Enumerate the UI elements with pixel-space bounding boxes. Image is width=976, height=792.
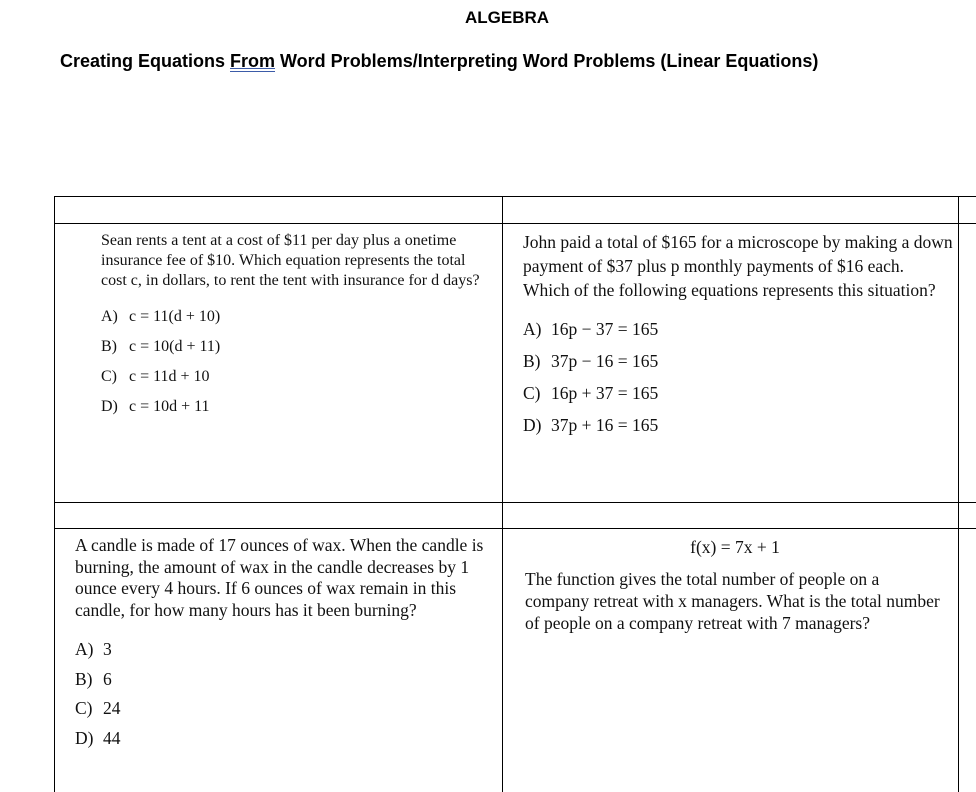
choice-text: 24 — [103, 698, 121, 718]
table-column-divider — [502, 196, 503, 792]
table-border-right — [958, 196, 959, 792]
choice-text: c = 11(d + 10) — [129, 308, 221, 325]
choice-text: 16p + 37 = 165 — [551, 383, 659, 403]
question-stem: John paid a total of $165 for a microscope by making a down payment of $37 plus p monthly payments of $16 each. Which of the following equations represents this situation? — [523, 232, 953, 300]
choice-letter: A) — [101, 308, 118, 325]
question-stem: The function gives the total number of people on a company retreat with x managers. What is the total number of people on a company retreat with 7 managers? — [525, 569, 940, 633]
choice-text: c = 11d + 10 — [129, 368, 210, 385]
answer-choices — [101, 307, 486, 427]
choice-text: 44 — [103, 727, 121, 748]
table-row-divider — [54, 502, 976, 503]
choice-letter: C) — [75, 698, 93, 718]
table-border-top — [54, 196, 976, 197]
choice-letter: D) — [523, 415, 542, 435]
question-cell-4 — [525, 536, 945, 634]
answer-choices — [75, 639, 495, 757]
question-stem: A candle is made of 17 ounces of wax. When the candle is burning, the amount of wax in the candle decreases by 1 ounce every 4 hours. If 6 ounces of wax remain in this candle, for how many hours has it been burning? — [75, 535, 484, 620]
subtitle-underlined-word: From — [230, 51, 276, 71]
subtitle-text-end: Word Problems/Interpreting Word Problems (Linear Equations) — [275, 51, 819, 71]
table-row-divider — [54, 223, 976, 224]
question-cell-3 — [75, 535, 495, 757]
answer-choice — [523, 381, 953, 413]
function-formula: f(x) = 7x + 1 — [690, 537, 780, 557]
table-border-left — [54, 196, 55, 792]
answer-choice — [75, 698, 495, 728]
choice-text: 6 — [103, 668, 112, 689]
answer-choice — [101, 337, 486, 367]
page-title: ALGEBRA — [464, 8, 550, 27]
question-stem: Sean rents a tent at a cost of $11 per day plus a onetime insurance fee of $10. Which equation represents the total cost c, in dollars, to rent the tent with insurance for d days? — [101, 232, 480, 289]
choice-letter: C) — [101, 368, 117, 385]
choice-text: 16p − 37 = 165 — [551, 319, 659, 339]
answer-choice — [75, 669, 495, 699]
choice-letter: B) — [523, 351, 541, 371]
choice-text: 3 — [103, 639, 112, 659]
choice-letter: D) — [101, 398, 118, 415]
answer-choice — [523, 317, 953, 349]
choice-letter: D) — [75, 727, 94, 748]
question-cell-2 — [523, 230, 953, 445]
question-cell-1 — [101, 231, 486, 427]
choice-letter: A) — [75, 639, 94, 659]
choice-letter: B) — [75, 668, 93, 689]
answer-choice — [523, 413, 953, 445]
answer-choice — [523, 349, 953, 381]
choice-text: c = 10d + 11 — [129, 398, 210, 415]
page-subtitle — [60, 51, 818, 72]
answer-choice — [101, 367, 486, 397]
answer-choice — [101, 397, 486, 427]
choice-text: 37p − 16 = 165 — [551, 351, 659, 371]
choice-letter: C) — [523, 383, 541, 403]
choice-text: 37p + 16 = 165 — [551, 415, 659, 435]
choice-letter: B) — [101, 338, 117, 355]
answer-choice — [75, 639, 495, 669]
answer-choices — [523, 317, 953, 445]
answer-choice — [101, 307, 486, 337]
table-row-divider — [54, 528, 976, 529]
subtitle-text-start: Creating Equations — [60, 51, 231, 71]
choice-text: c = 10(d + 11) — [129, 338, 221, 355]
answer-choice — [75, 728, 495, 758]
choice-letter: A) — [523, 319, 542, 339]
